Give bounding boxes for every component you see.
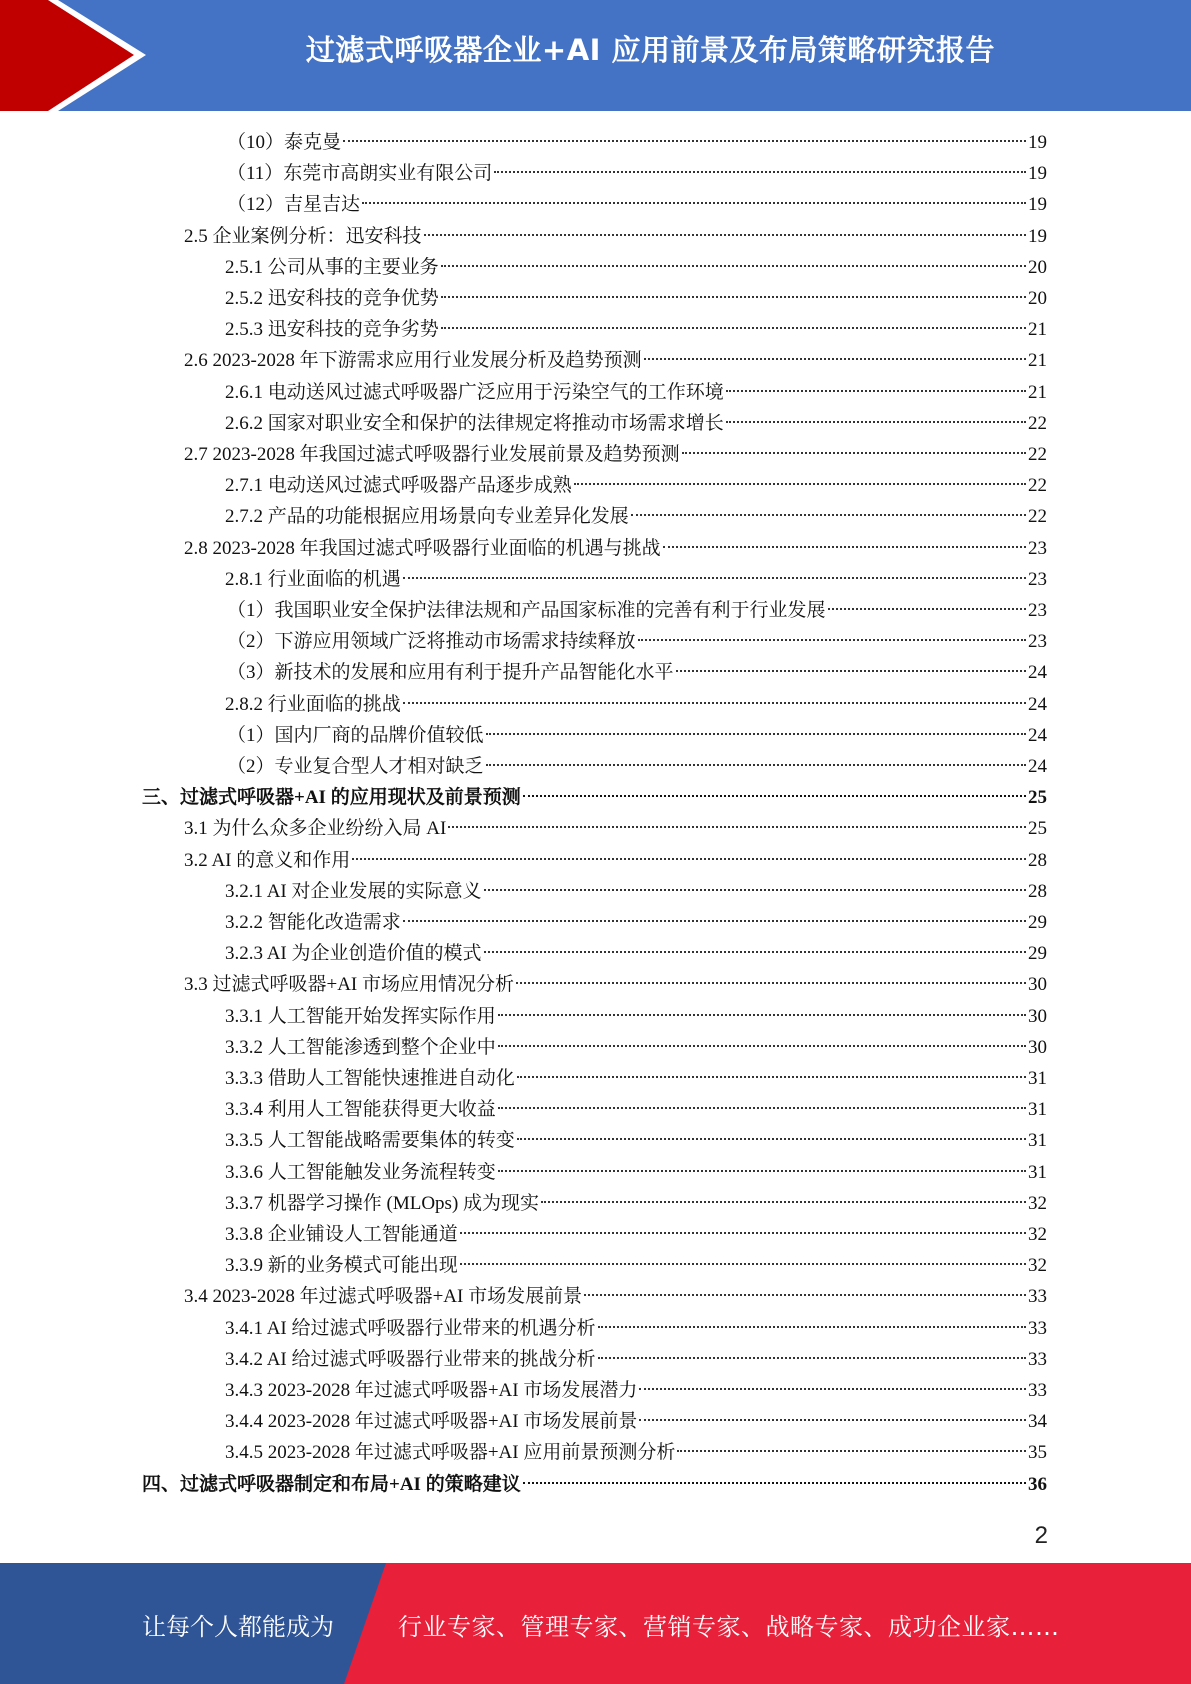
toc-entry[interactable]	[227, 626, 1047, 657]
toc-entry[interactable]	[225, 1032, 1047, 1063]
toc-entry-page: 23	[1028, 631, 1047, 653]
toc-entry-page: 23	[1028, 600, 1047, 621]
toc-entry-page: 22	[1028, 444, 1047, 465]
toc-entry-page: 29	[1028, 912, 1047, 933]
toc-entry[interactable]	[225, 1313, 1047, 1344]
toc-leader-dots	[516, 982, 1026, 984]
toc-entry-page: 20	[1028, 288, 1047, 309]
toc-entry-page: 25	[1028, 818, 1047, 840]
toc-entry-label: （2）专业复合型人才相对缺乏	[227, 756, 484, 777]
toc-entry[interactable]	[225, 1406, 1047, 1437]
toc-entry-label: 3.4.4 2023-2028 年过滤式呼吸器+AI 市场发展前景	[225, 1411, 638, 1433]
toc-entry-label: 三、过滤式呼吸器+AI 的应用现状及前景预测	[142, 787, 521, 809]
toc-entry[interactable]	[225, 1188, 1047, 1219]
toc-entry[interactable]	[225, 501, 1047, 532]
toc-entry[interactable]	[184, 969, 1047, 1000]
toc-entry-page: 35	[1028, 1442, 1047, 1464]
toc-leader-dots	[494, 171, 1026, 173]
toc-entry[interactable]	[227, 189, 1047, 220]
toc-entry-page: 34	[1028, 1411, 1047, 1433]
toc-entry[interactable]	[225, 876, 1047, 907]
toc-entry[interactable]	[225, 252, 1047, 283]
toc-entry-label: 2.5.1 公司从事的主要业务	[225, 256, 439, 278]
toc-entry-page: 23	[1028, 568, 1047, 590]
toc-entry-page: 31	[1028, 1099, 1047, 1121]
toc-entry-label: 3.3.1 人工智能开始发挥实际作用	[225, 1005, 496, 1027]
toc-entry-page: 24	[1028, 693, 1047, 715]
toc-entry-label: 2.8.2 行业面临的挑战	[225, 693, 401, 715]
toc-entry-label: （2）下游应用领域广泛将推动市场需求持续释放	[227, 631, 636, 653]
toc-entry-page: 24	[1028, 662, 1047, 684]
toc-entry-page: 19	[1028, 194, 1047, 216]
toc-entry-label: 2.7.2 产品的功能根据应用场景向专业差异化发展	[225, 506, 629, 528]
toc-leader-dots	[517, 1138, 1026, 1140]
toc-entry[interactable]	[142, 1469, 1047, 1500]
toc-leader-dots	[523, 795, 1026, 797]
toc-leader-dots	[644, 358, 1026, 360]
toc-entry-page: 22	[1028, 475, 1047, 497]
toc-entry[interactable]	[225, 1437, 1047, 1468]
toc-entry-label: 2.5.3 迅安科技的竞争劣势	[225, 319, 439, 341]
toc-entry-label: 3.3.4 利用人工智能获得更大收益	[225, 1099, 496, 1121]
toc-leader-dots	[663, 546, 1026, 548]
toc-leader-dots	[424, 234, 1026, 236]
toc-entry[interactable]	[225, 938, 1047, 969]
toc-entry-label: 2.6 2023-2028 年下游需求应用行业发展分析及趋势预测	[184, 350, 642, 372]
toc-entry-page: 30	[1028, 974, 1047, 996]
toc-entry-label: （11）东莞市高朗实业有限公司	[227, 163, 493, 185]
toc-entry[interactable]	[225, 1344, 1047, 1375]
toc-entry-label: 2.7 2023-2028 年我国过滤式呼吸器行业发展前景及趋势预测	[184, 444, 680, 465]
toc-entry[interactable]	[142, 782, 1047, 813]
toc-entry[interactable]	[225, 1375, 1047, 1406]
toc-leader-dots	[486, 764, 1026, 766]
toc-entry-label: 2.7.1 电动送风过滤式呼吸器产品逐步成熟	[225, 475, 572, 497]
toc-leader-dots	[498, 1170, 1026, 1172]
toc-entry-page: 31	[1028, 1161, 1047, 1183]
toc-leader-dots	[403, 577, 1026, 579]
toc-entry[interactable]	[184, 345, 1047, 376]
toc-entry-label: （3）新技术的发展和应用有利于提升产品智能化水平	[227, 662, 674, 684]
toc-leader-dots	[828, 608, 1026, 610]
toc-entry-page: 20	[1028, 256, 1047, 278]
toc-entry[interactable]	[184, 221, 1047, 252]
toc-entry[interactable]	[184, 533, 1047, 564]
toc-leader-dots	[448, 826, 1026, 828]
report-title: 过滤式呼吸器企业+AI 应用前景及布局策略研究报告	[305, 33, 996, 67]
toc-entry-label: 3.2.3 AI 为企业创造价值的模式	[225, 943, 482, 965]
toc-entry-label: 3.3.3 借助人工智能快速推进自动化	[225, 1068, 515, 1089]
toc-leader-dots	[682, 452, 1026, 454]
toc-entry-label: 3.1 为什么众多企业纷纷入局 AI	[184, 818, 447, 840]
toc-entry-page: 22	[1028, 412, 1047, 434]
toc-entry[interactable]	[184, 813, 1047, 844]
toc-leader-dots	[441, 265, 1026, 267]
toc-entry-page: 33	[1028, 1317, 1047, 1339]
toc-leader-dots	[639, 1388, 1026, 1390]
toc-entry-page: 31	[1028, 1130, 1047, 1152]
toc-entry-label: 3.3 过滤式呼吸器+AI 市场应用情况分析	[184, 974, 515, 996]
toc-entry-label: 3.3.7 机器学习操作 (MLOps) 成为现实	[225, 1192, 540, 1214]
toc-leader-dots	[523, 1482, 1026, 1484]
toc-entry-label: 3.3.5 人工智能战略需要集体的转变	[225, 1130, 515, 1152]
toc-entry-page: 32	[1028, 1255, 1047, 1277]
footer-slogan-left: 让每个人都能成为	[142, 1613, 334, 1641]
toc-entry-page: 33	[1028, 1348, 1047, 1370]
toc-leader-dots	[484, 889, 1026, 891]
toc-entry-page: 28	[1028, 849, 1047, 871]
toc-entry[interactable]	[227, 158, 1047, 189]
toc-entry-page: 30	[1028, 1036, 1047, 1058]
toc-entry-label: （10）泰克曼	[227, 132, 342, 153]
toc-leader-dots	[598, 1326, 1026, 1328]
chevron-icon	[0, 0, 160, 111]
page-header	[0, 0, 1191, 111]
toc-entry-label: 3.3.9 新的业务模式可能出现	[225, 1255, 458, 1277]
toc-entry[interactable]	[227, 657, 1047, 688]
toc-entry-label: 四、过滤式呼吸器制定和布局+AI 的策略建议	[142, 1473, 521, 1495]
toc-entry-label: 2.6.1 电动送风过滤式呼吸器广泛应用于污染空气的工作环境	[225, 381, 724, 403]
toc-entry[interactable]	[225, 907, 1047, 938]
toc-entry-page: 21	[1028, 350, 1047, 372]
toc-entry-label: 3.2 AI 的意义和作用	[184, 849, 351, 871]
toc-leader-dots	[677, 1450, 1026, 1452]
toc-entry-page: 32	[1028, 1224, 1047, 1245]
toc-entry-label: （1）我国职业安全保护法律法规和产品国家标准的完善有利于行业发展	[227, 600, 826, 621]
toc-leader-dots	[541, 1201, 1026, 1203]
toc-entry-page: 24	[1028, 724, 1047, 746]
toc-entry-page: 22	[1028, 506, 1047, 528]
toc-leader-dots	[584, 1294, 1026, 1296]
toc-entry-label: 3.3.6 人工智能触发业务流程转变	[225, 1161, 496, 1183]
toc-leader-dots	[486, 733, 1026, 735]
toc-entry-page: 32	[1028, 1192, 1047, 1214]
toc-entry[interactable]	[225, 314, 1047, 345]
toc-leader-dots	[460, 1263, 1026, 1265]
toc-entry-page: 33	[1028, 1286, 1047, 1308]
toc-entry-label: 3.2.2 智能化改造需求	[225, 912, 401, 933]
toc-leader-dots	[460, 1232, 1026, 1234]
toc-leader-dots	[598, 1357, 1026, 1359]
toc-entry[interactable]	[225, 1094, 1047, 1125]
page-footer	[0, 1563, 1191, 1684]
toc-entry-page: 29	[1028, 943, 1047, 965]
toc-entry[interactable]	[225, 1157, 1047, 1188]
toc-leader-dots	[676, 670, 1026, 672]
toc-leader-dots	[574, 483, 1026, 485]
toc-entry[interactable]	[184, 845, 1047, 876]
toc-leader-dots	[498, 1045, 1026, 1047]
toc-entry-label: 2.5 企业案例分析：迅安科技	[184, 225, 422, 247]
toc-entry-page: 30	[1028, 1005, 1047, 1027]
toc-entry[interactable]	[225, 408, 1047, 439]
toc-entry-page: 23	[1028, 537, 1047, 559]
toc-entry[interactable]	[184, 439, 1047, 470]
toc-entry-label: （1）国内厂商的品牌价值较低	[227, 724, 484, 746]
toc-leader-dots	[441, 296, 1026, 298]
toc-entry-page: 19	[1028, 225, 1047, 247]
toc-entry-label: 2.8.1 行业面临的机遇	[225, 568, 401, 590]
toc-entry-label: 3.2.1 AI 对企业发展的实际意义	[225, 880, 482, 902]
toc-leader-dots	[726, 390, 1026, 392]
toc-entry-label: 2.5.2 迅安科技的竞争优势	[225, 288, 439, 309]
toc-entry-label: 3.4.1 AI 给过滤式呼吸器行业带来的机遇分析	[225, 1317, 596, 1339]
toc-leader-dots	[498, 1014, 1026, 1016]
toc-entry[interactable]	[225, 564, 1047, 595]
toc-entry[interactable]	[225, 283, 1047, 314]
toc-entry-page: 21	[1028, 319, 1047, 341]
toc-entry[interactable]	[184, 1281, 1047, 1312]
toc-entry-label: 3.4.2 AI 给过滤式呼吸器行业带来的挑战分析	[225, 1348, 596, 1370]
toc-leader-dots	[517, 1076, 1026, 1078]
toc-entry-label: 3.4.3 2023-2028 年过滤式呼吸器+AI 市场发展潜力	[225, 1380, 638, 1401]
toc-entry-page: 25	[1028, 787, 1047, 809]
toc-entry-page: 19	[1028, 132, 1047, 153]
toc-entry-page: 28	[1028, 880, 1047, 902]
toc-leader-dots	[343, 140, 1026, 142]
toc-entry[interactable]	[225, 689, 1047, 720]
toc-leader-dots	[631, 514, 1026, 516]
toc-entry-label: 2.8 2023-2028 年我国过滤式呼吸器行业面临的机遇与挑战	[184, 537, 661, 559]
toc-entry[interactable]	[225, 1219, 1047, 1250]
toc-leader-dots	[403, 702, 1026, 704]
toc-entry-label: 3.4 2023-2028 年过滤式呼吸器+AI 市场发展前景	[184, 1286, 583, 1308]
toc-entry[interactable]	[227, 751, 1047, 782]
toc-entry[interactable]	[225, 470, 1047, 501]
toc-leader-dots	[403, 920, 1026, 922]
toc-entry[interactable]	[225, 1063, 1047, 1094]
toc-entry-label: 2.6.2 国家对职业安全和保护的法律规定将推动市场需求增长	[225, 412, 724, 434]
toc-leader-dots	[352, 858, 1026, 860]
toc-entry-page: 31	[1028, 1068, 1047, 1089]
toc-leader-dots	[726, 421, 1026, 423]
toc-leader-dots	[498, 1107, 1026, 1109]
toc-leader-dots	[484, 951, 1026, 953]
toc-entry-label: （12）吉星吉达	[227, 194, 361, 216]
toc-entry-page: 21	[1028, 381, 1047, 403]
toc-entry[interactable]	[227, 127, 1047, 158]
toc-entry[interactable]	[225, 1001, 1047, 1032]
toc-entry-page: 19	[1028, 163, 1047, 185]
toc-entry-page: 33	[1028, 1380, 1047, 1401]
toc-entry-label: 3.4.5 2023-2028 年过滤式呼吸器+AI 应用前景预测分析	[225, 1442, 676, 1464]
toc-leader-dots	[441, 327, 1026, 329]
toc-entry-label: 3.3.2 人工智能渗透到整个企业中	[225, 1036, 496, 1058]
toc-entry-page: 36	[1028, 1473, 1047, 1495]
toc-entry-page: 24	[1028, 756, 1047, 777]
page-number: 2	[1034, 1522, 1048, 1549]
footer-slogan-right: 行业专家、管理专家、营销专家、战略专家、成功企业家……	[398, 1613, 1060, 1641]
toc-entry-label: 3.3.8 企业铺设人工智能通道	[225, 1224, 458, 1245]
toc-entry[interactable]	[227, 595, 1047, 626]
toc-leader-dots	[639, 1419, 1026, 1421]
toc-entry[interactable]	[225, 1250, 1047, 1281]
toc-leader-dots	[362, 202, 1026, 204]
toc-entry[interactable]	[227, 720, 1047, 751]
toc-entry[interactable]	[225, 377, 1047, 408]
toc-entry[interactable]	[225, 1125, 1047, 1156]
toc-leader-dots	[638, 639, 1026, 641]
